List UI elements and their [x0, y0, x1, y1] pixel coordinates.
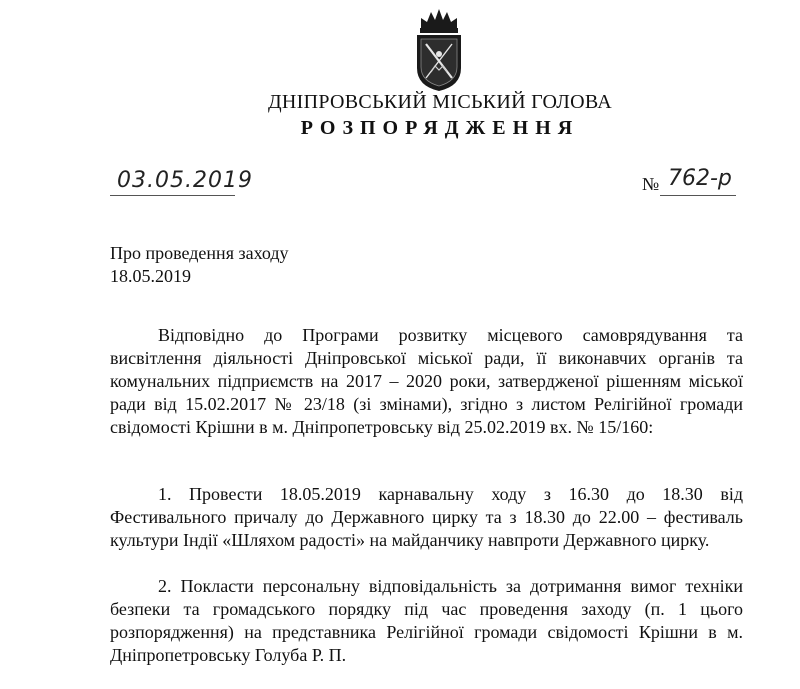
- subject-line-2: 18.05.2019: [110, 266, 191, 286]
- order-item-2: 2. Покласти персональну відповідальність за дотримання вимог техніки безпеки та громадського порядку під час проведення заходу (п. 1 цього розпорядження) на представника Релігійної громади свідомості Крішни в м. Дніпропетровську Голуба Р. П.: [110, 576, 743, 665]
- issuer-title: ДНІПРОВСЬКИЙ МІСЬКИЙ ГОЛОВА: [267, 91, 613, 113]
- number-underline: [660, 195, 736, 196]
- handwritten-date: 03.05.2019: [117, 168, 253, 193]
- subject-line-1: Про проведення заходу: [110, 243, 289, 263]
- document-subject: [110, 242, 289, 288]
- number-sign: №: [642, 174, 660, 194]
- intro-paragraph: Відповідно до Програми розвитку місцевого самоврядування та висвітлення діяльності Дніпровської міської ради, її виконавчих органів та комунальних підприємств на 2017 – 2020 роки, затвердженої рішенням міської ради від 15.02.2017 № 23/18 (зі змінами), згідно з листом Релігійної громади свідомості Крішни в м. Дніпропетровську від 25.02.2019 вх. № 15/160:: [110, 325, 743, 437]
- document-type: РОЗПОРЯДЖЕННЯ: [300, 117, 580, 139]
- handwritten-number: 762-р: [668, 166, 732, 191]
- date-underline: [110, 195, 235, 196]
- city-coat-of-arms-icon: [411, 6, 467, 92]
- order-item-1: 1. Провести 18.05.2019 карнавальну ходу з 16.30 до 18.30 від Фестивального причалу до Державного цирку та з 18.30 до 22.00 – фестиваль культури Індії «Шляхом радості» на майданчику навпроти Державного цирку.: [110, 484, 743, 550]
